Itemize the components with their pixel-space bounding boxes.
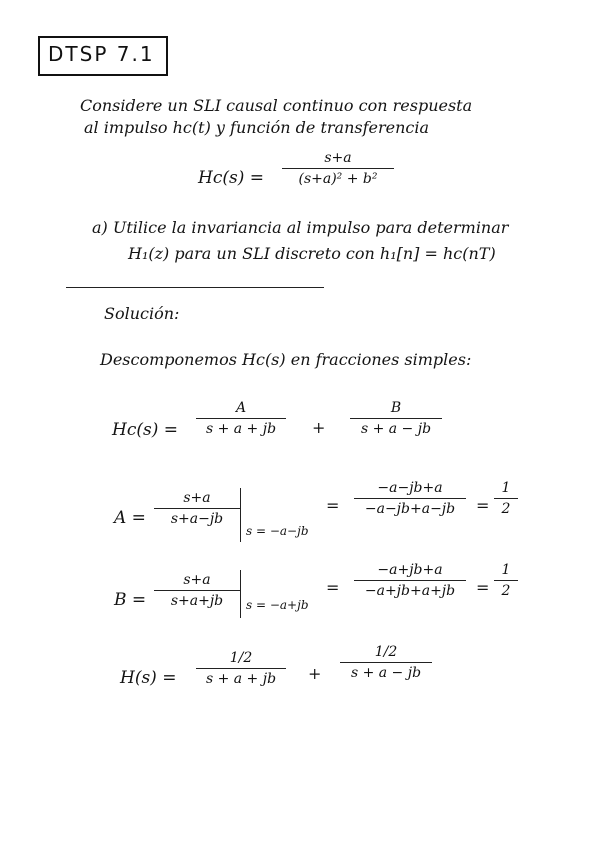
evaluation-bar <box>240 488 241 542</box>
A-result <box>494 480 518 517</box>
B-result-denominator: 2 <box>501 583 511 599</box>
B-substituted-numerator: −a+jb+a <box>377 562 443 578</box>
transfer-function-fraction <box>282 150 394 187</box>
final-term-2 <box>340 644 432 681</box>
A-lhs: A = <box>114 508 146 528</box>
partial-term-1-denominator: s + a + jb <box>205 421 277 437</box>
part-a-line-1: a) Utilice la invariancia al impulso para determinar <box>92 218 509 237</box>
evaluation-bar <box>240 570 241 618</box>
final-term-2-denominator: s + a − jb <box>350 665 422 681</box>
B-result <box>494 562 518 599</box>
A-numerator: s+a <box>183 490 211 506</box>
plus-sign: + <box>312 418 326 437</box>
B-denominator: s+a+jb <box>170 593 224 609</box>
A-substituted-numerator: −a−jb+a <box>377 480 443 496</box>
partial-term-1-numerator: A <box>235 400 247 416</box>
transfer-function-lhs: Hc(s) = <box>198 168 264 188</box>
B-fraction-substituted <box>354 562 466 599</box>
partial-lhs: Hc(s) = <box>112 420 178 440</box>
final-term-1 <box>196 650 286 687</box>
A-fraction <box>154 490 240 527</box>
A-result-denominator: 2 <box>501 501 511 517</box>
B-lhs: B = <box>114 590 147 610</box>
problem-line-1: Considere un SLI causal continuo con respuesta <box>80 96 473 115</box>
solution-heading: Solución: <box>104 304 180 323</box>
final-term-1-numerator: 1/2 <box>229 650 253 666</box>
partial-term-2-numerator: B <box>390 400 402 416</box>
B-equals: = <box>326 578 340 597</box>
A-eval-point: s = −a−jb <box>246 524 309 538</box>
part-a-line-2: H₁(z) para un SLI discreto con h₁[n] = hc(nT) <box>128 244 496 263</box>
B-result-numerator: 1 <box>501 562 511 578</box>
partial-term-2-denominator: s + a − jb <box>360 421 432 437</box>
page-title: DTSP 7.1 <box>48 42 155 66</box>
solution-intro: Descomponemos Hc(s) en fracciones simples: <box>100 350 472 369</box>
B-numerator: s+a <box>183 572 211 588</box>
A-result-numerator: 1 <box>501 480 511 496</box>
A-fraction-substituted <box>354 480 466 517</box>
A-equals: = <box>326 496 340 515</box>
A-equals-2: = <box>476 496 490 515</box>
partial-term-1 <box>196 400 286 437</box>
B-fraction <box>154 572 240 609</box>
B-substituted-denominator: −a+jb+a+jb <box>364 583 456 599</box>
final-term-2-numerator: 1/2 <box>374 644 398 660</box>
B-eval-point: s = −a+jb <box>246 598 309 612</box>
transfer-function-denominator: (s+a)² + b² <box>298 171 378 187</box>
problem-line-2: al impulso hc(t) y función de transferencia <box>84 118 430 137</box>
transfer-function-numerator: s+a <box>324 150 352 166</box>
separator-line <box>66 287 324 288</box>
final-term-1-denominator: s + a + jb <box>205 671 277 687</box>
B-equals-2: = <box>476 578 490 597</box>
A-substituted-denominator: −a−jb+a−jb <box>364 501 456 517</box>
final-plus-sign: + <box>308 664 322 683</box>
final-lhs: H(s) = <box>120 668 177 688</box>
partial-term-2 <box>350 400 442 437</box>
A-denominator: s+a−jb <box>170 511 224 527</box>
